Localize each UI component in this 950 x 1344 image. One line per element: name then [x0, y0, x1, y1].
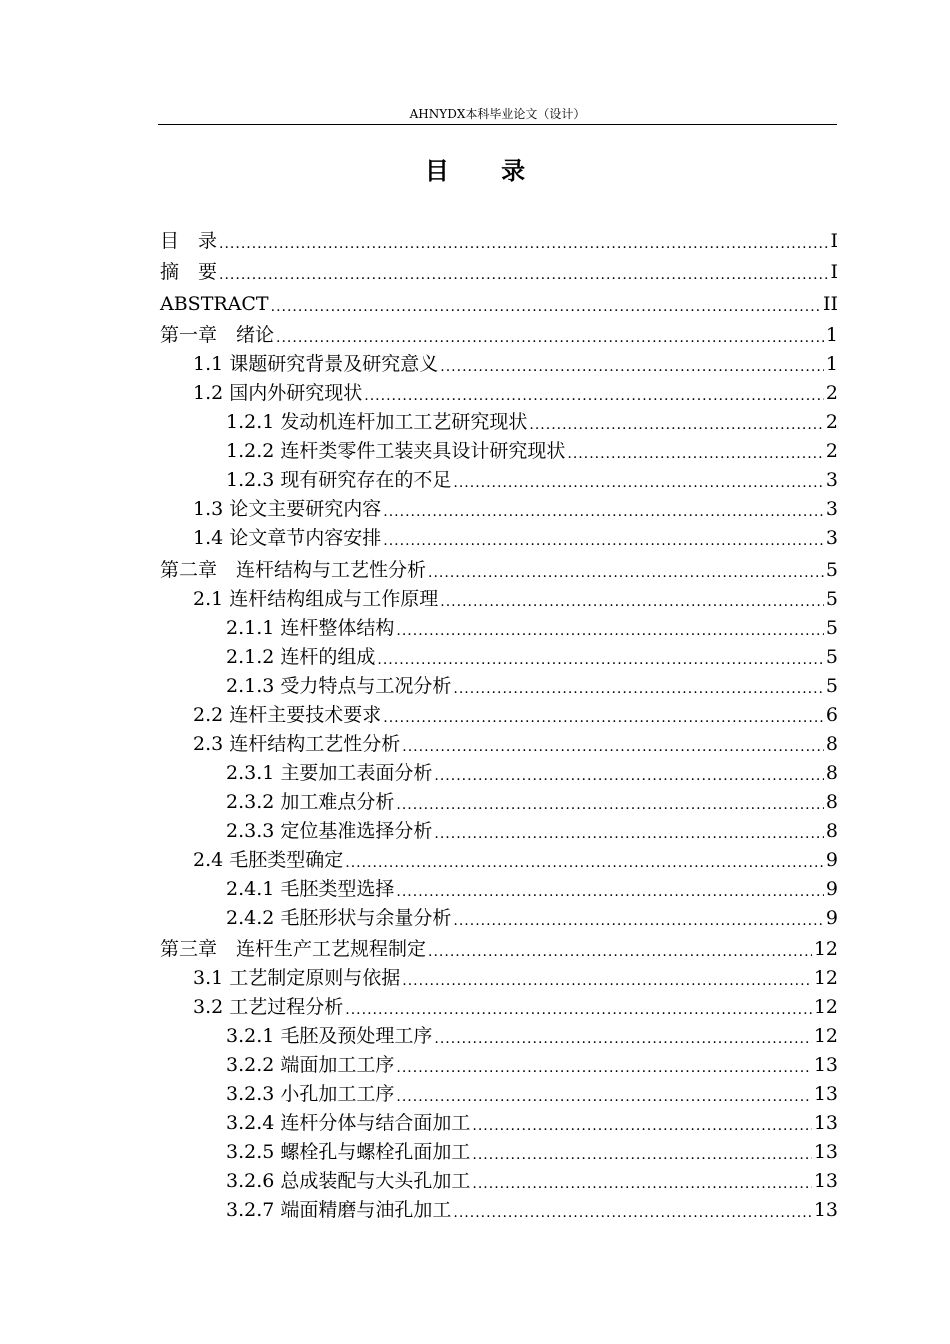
- toc-entry-page: 5: [825, 616, 838, 639]
- toc-entry-label: 3.2.2 端面加工工序: [226, 1054, 395, 1076]
- toc-entry-page: 12: [813, 1025, 838, 1047]
- toc-entry-page: 5: [825, 645, 838, 668]
- toc-entry-label: 2.4.2 毛胚形状与余量分析: [226, 906, 452, 929]
- toc-entry[interactable]: [160, 222, 838, 254]
- toc-entry-label: 1.1 课题研究背景及研究意义: [193, 353, 439, 375]
- toc-entry[interactable]: [160, 1049, 838, 1078]
- toc-entry-page: 13: [813, 1141, 838, 1163]
- toc-entry-label: 1.2.2 连杆类零件工装夹具设计研究现状: [226, 440, 566, 462]
- toc-entry-page: 12: [813, 938, 838, 960]
- toc-entry-page: 2: [825, 382, 838, 404]
- toc-entry[interactable]: [160, 522, 838, 551]
- toc-dot-leader: [396, 1087, 811, 1107]
- toc-dot-leader: [383, 708, 824, 728]
- toc-entry-page: I: [830, 261, 838, 283]
- toc-entry[interactable]: [160, 583, 838, 612]
- toc-dot-leader: [396, 621, 824, 641]
- toc-entry-label: 3.2.1 毛胚及预处理工序: [226, 1025, 433, 1047]
- toc-dot-leader: [219, 265, 828, 285]
- toc-entry-label: 3.1 工艺制定原则与依据: [193, 967, 401, 989]
- toc-entry[interactable]: [160, 699, 838, 728]
- toc-entry-label: 2.3 连杆结构工艺性分析: [193, 732, 401, 755]
- toc-entry-page: 13: [813, 1199, 838, 1221]
- toc-entry-label: 3.2.3 小孔加工工序: [226, 1083, 395, 1105]
- toc-entry[interactable]: [160, 377, 838, 406]
- toc-entry-label: 1.4 论文章节内容安排: [193, 527, 382, 549]
- toc-entry-label: 3.2.5 螺栓孔与螺栓孔面加工: [226, 1141, 471, 1163]
- toc-entry-page: 12: [813, 967, 838, 989]
- toc-entry[interactable]: [160, 873, 838, 902]
- toc-entry[interactable]: [160, 348, 838, 377]
- toc-entry[interactable]: [160, 551, 838, 583]
- toc-dot-leader: [396, 1058, 811, 1078]
- toc-entry[interactable]: [160, 493, 838, 522]
- toc-entry[interactable]: [160, 991, 838, 1020]
- toc-entry-label: 2.4 毛胚类型确定: [193, 848, 344, 871]
- toc-entry-label: 第二章 连杆结构与工艺性分析: [160, 558, 427, 581]
- toc-entry-page: 13: [813, 1170, 838, 1192]
- toc-entry-page: 13: [813, 1083, 838, 1105]
- toc-entry-page: 5: [825, 558, 838, 581]
- toc-dot-leader: [434, 766, 824, 786]
- toc-dot-leader: [472, 1116, 811, 1136]
- toc-entry[interactable]: [160, 728, 838, 757]
- toc-entry-label: 1.2.3 现有研究存在的不足: [226, 469, 452, 491]
- toc-entry-label: 1.2.1 发动机连杆加工工艺研究现状: [226, 411, 528, 433]
- toc-dot-leader: [428, 563, 824, 583]
- toc-entry[interactable]: [160, 1078, 838, 1107]
- toc-dot-leader: [276, 328, 824, 348]
- toc-entry-label: 3.2.6 总成装配与大头孔加工: [226, 1170, 471, 1192]
- toc-dot-leader: [440, 357, 824, 377]
- toc-entry-label: 3.2.7 端面精磨与油孔加工: [226, 1199, 452, 1221]
- toc-entry[interactable]: [160, 1020, 838, 1049]
- toc-entry[interactable]: [160, 931, 838, 963]
- header-text: AHNYDX本科毕业论文（设计）: [409, 107, 586, 121]
- toc-entry-page: 8: [825, 790, 838, 813]
- toc-entry-label: 1.3 论文主要研究内容: [193, 498, 382, 520]
- toc-dot-leader: [529, 415, 824, 435]
- toc-entry-label: 3.2.4 连杆分体与结合面加工: [226, 1112, 471, 1134]
- toc-dot-leader: [428, 942, 812, 962]
- toc-entry[interactable]: [160, 464, 838, 493]
- toc-dot-leader: [377, 650, 824, 670]
- toc-entry-page: II: [822, 292, 838, 315]
- toc-entry-label: 2.3.2 加工难点分析: [226, 790, 395, 813]
- toc-entry-label: 2.1.3 受力特点与工况分析: [226, 674, 452, 697]
- page-header: [158, 106, 837, 125]
- toc-entry-page: 1: [825, 353, 838, 375]
- toc-entry-page: 2: [825, 440, 838, 462]
- toc-entry-page: 8: [825, 761, 838, 784]
- toc-entry-page: 3: [825, 498, 838, 520]
- toc-entry-label: 2.3.3 定位基准选择分析: [226, 819, 433, 842]
- toc-dot-leader: [453, 1203, 811, 1223]
- toc-entry-label: 3.2 工艺过程分析: [193, 996, 344, 1018]
- toc-dot-leader: [440, 592, 824, 612]
- toc-entry-page: 2: [825, 411, 838, 433]
- toc-dot-leader: [345, 853, 824, 873]
- toc-entry[interactable]: [160, 435, 838, 464]
- toc-entry[interactable]: [160, 406, 838, 435]
- toc-entry[interactable]: [160, 641, 838, 670]
- toc-entry-page: I: [830, 229, 838, 252]
- toc-dot-leader: [383, 502, 824, 522]
- toc-entry-page: 13: [813, 1112, 838, 1134]
- toc-entry-label: 2.1.1 连杆整体结构: [226, 616, 395, 639]
- toc-entry[interactable]: [160, 902, 838, 931]
- toc-entry-page: 9: [825, 877, 838, 900]
- toc-entry-label: 2.1.2 连杆的组成: [226, 645, 376, 668]
- toc-entry-page: 6: [825, 703, 838, 726]
- toc-dot-leader: [453, 911, 824, 931]
- toc-entry-label: 2.4.1 毛胚类型选择: [226, 877, 395, 900]
- toc-entry-page: 3: [825, 527, 838, 549]
- toc-entry-label: 2.2 连杆主要技术要求: [193, 703, 382, 726]
- toc-dot-leader: [402, 737, 824, 757]
- toc-entry[interactable]: [160, 1194, 838, 1223]
- toc-entry[interactable]: [160, 612, 838, 641]
- toc-dot-leader: [453, 473, 824, 493]
- toc-entry[interactable]: [160, 1107, 838, 1136]
- toc-entry-label: 摘 要: [160, 261, 218, 283]
- toc-dot-leader: [383, 531, 824, 551]
- toc-entry-label: 2.1 连杆结构组成与工作原理: [193, 587, 439, 610]
- toc-entry-label: 第一章 绪论: [160, 324, 275, 346]
- toc-dot-leader: [472, 1174, 811, 1194]
- toc-entry-page: 5: [825, 587, 838, 610]
- toc-entry-label: 目 录: [160, 229, 218, 252]
- toc-dot-leader: [434, 1029, 811, 1049]
- toc-entry-page: 8: [825, 732, 838, 755]
- toc-entry[interactable]: [160, 1165, 838, 1194]
- toc-entry-page: 9: [825, 848, 838, 871]
- toc-entry-page: 5: [825, 674, 838, 697]
- toc-dot-leader: [345, 1000, 812, 1020]
- toc-entry-label: ABSTRACT: [160, 292, 269, 315]
- toc-entry[interactable]: [160, 844, 838, 873]
- toc-dot-leader: [396, 795, 824, 815]
- toc-entry[interactable]: [160, 1136, 838, 1165]
- toc-entry-page: 8: [825, 819, 838, 842]
- toc-dot-leader: [567, 444, 824, 464]
- toc-dot-leader: [472, 1145, 811, 1165]
- toc-entry[interactable]: [160, 757, 838, 786]
- table-of-contents: [160, 222, 838, 1223]
- toc-entry-label: 第三章 连杆生产工艺规程制定: [160, 938, 427, 960]
- toc-dot-leader: [396, 882, 824, 902]
- toc-entry-page: 1: [825, 324, 838, 346]
- toc-dot-leader: [402, 971, 812, 991]
- toc-dot-leader: [219, 234, 828, 254]
- toc-title: 目 录: [424, 156, 548, 185]
- toc-entry-page: 13: [813, 1054, 838, 1076]
- toc-entry[interactable]: [160, 670, 838, 699]
- toc-entry-page: 12: [813, 996, 838, 1018]
- toc-entry[interactable]: [160, 786, 838, 815]
- toc-entry[interactable]: [160, 317, 838, 349]
- toc-entry-page: 9: [825, 906, 838, 929]
- toc-dot-leader: [271, 297, 821, 317]
- toc-entry[interactable]: [160, 254, 838, 286]
- toc-entry[interactable]: [160, 285, 838, 317]
- toc-dot-leader: [364, 386, 824, 406]
- toc-dot-leader: [453, 679, 824, 699]
- toc-dot-leader: [434, 824, 824, 844]
- toc-entry[interactable]: [160, 815, 838, 844]
- toc-entry-page: 3: [825, 469, 838, 491]
- toc-entry-label: 1.2 国内外研究现状: [193, 382, 363, 404]
- toc-entry[interactable]: [160, 962, 838, 991]
- toc-entry-label: 2.3.1 主要加工表面分析: [226, 761, 433, 784]
